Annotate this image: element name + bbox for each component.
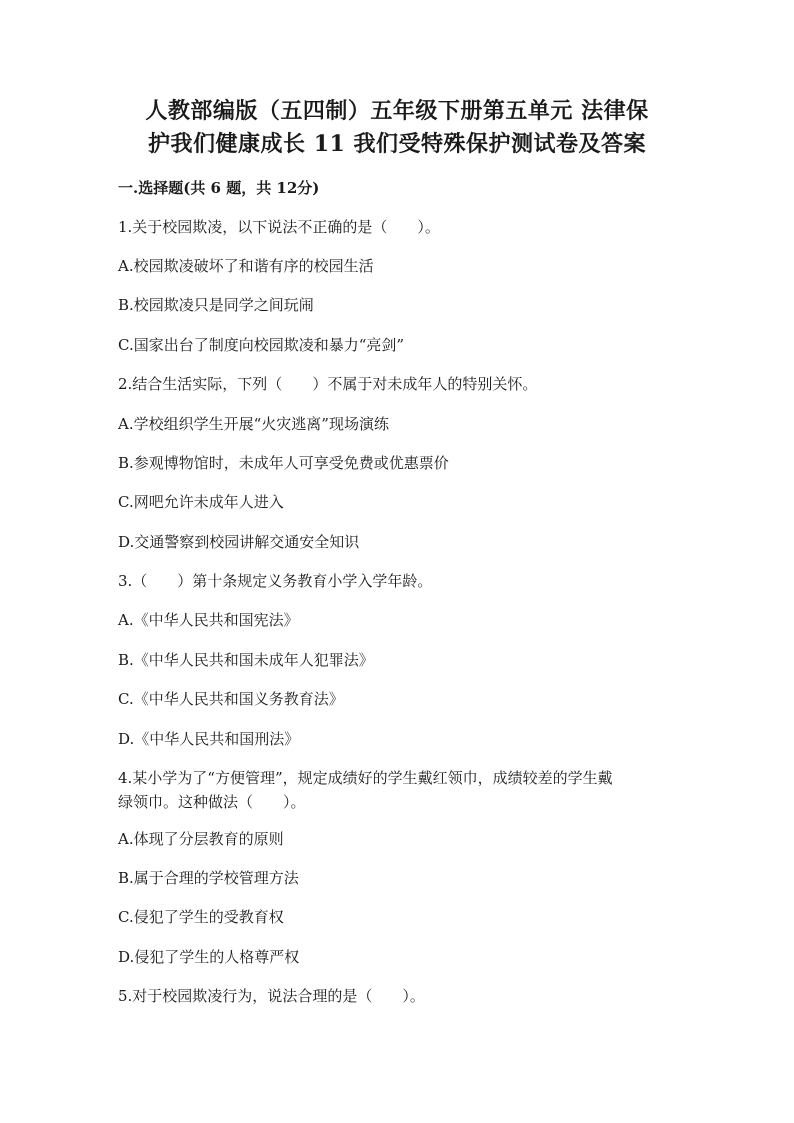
question-2-option-a: A.学校组织学生开展“火灾逃离”现场演练 xyxy=(118,415,389,433)
question-4-option-b: B.属于合理的学校管理方法 xyxy=(118,869,299,887)
question-4-option-d: D.侵犯了学生的人格尊严权 xyxy=(118,948,300,966)
question-5-stem: 5.对于校园欺凌行为，说法合理的是（ ）。 xyxy=(118,987,425,1005)
document-title-line-1: 人教部编版（五四制）五年级下册第五单元 法律保 xyxy=(145,98,649,124)
question-4-option-c: C.侵犯了学生的受教育权 xyxy=(118,908,284,926)
question-1-option-b: B.校园欺凌只是同学之间玩闹 xyxy=(118,296,314,314)
question-2-stem: 2.结合生活实际，下列（ ）不属于对未成年人的特别关怀。 xyxy=(118,375,538,393)
question-4-stem-line-2: 绿领巾。这种做法（ ）。 xyxy=(118,793,306,811)
question-3-option-b: B.《中华人民共和国未成年人犯罪法》 xyxy=(118,651,374,669)
question-3-option-d: D.《中华人民共和国刑法》 xyxy=(118,730,300,748)
section-heading: 一.选择题(共 6 题，共 12分) xyxy=(118,179,320,197)
question-3-option-a: A.《中华人民共和国宪法》 xyxy=(118,611,299,629)
question-4-option-a: A.体现了分层教育的原则 xyxy=(118,830,284,848)
question-2-option-c: C.网吧允许未成年人进入 xyxy=(118,493,284,511)
document-title-line-2: 护我们健康成长 11 我们受特殊保护测试卷及答案 xyxy=(148,131,646,157)
question-3-stem: 3.（ ）第十条规定义务教育小学入学年龄。 xyxy=(118,572,433,590)
question-1-stem: 1.关于校园欺凌，以下说法不正确的是（ ）。 xyxy=(118,218,440,236)
question-2-option-b: B.参观博物馆时，未成年人可享受免费或优惠票价 xyxy=(118,454,449,472)
question-4-stem-line-1: 4.某小学为了“方便管理”，规定成绩好的学生戴红领巾，成绩较差的学生戴 xyxy=(118,769,613,787)
question-1-option-a: A.校园欺凌破坏了和谐有序的校园生活 xyxy=(118,257,374,275)
question-2-option-d: D.交通警察到校园讲解交通安全知识 xyxy=(118,533,360,551)
question-1-option-c: C.国家出台了制度向校园欺凌和暴力“亮剑” xyxy=(118,336,405,354)
question-3-option-c: C.《中华人民共和国义务教育法》 xyxy=(118,690,344,708)
